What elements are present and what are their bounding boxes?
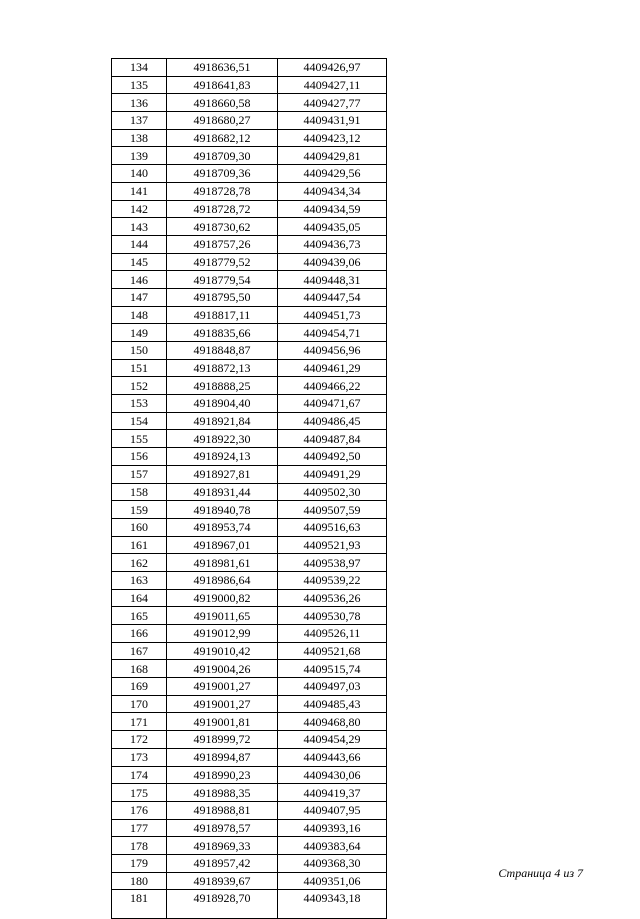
- table-row: [112, 200, 387, 218]
- point-number-cell: 158: [112, 483, 167, 501]
- y-coordinate-cell: 4409454,29: [278, 731, 387, 749]
- point-number-cell: 168: [112, 660, 167, 678]
- x-coordinate-cell: 4918835,66: [167, 324, 278, 342]
- y-coordinate-cell: 4409521,93: [278, 536, 387, 554]
- table-row: [112, 94, 387, 112]
- x-coordinate-cell: 4918660,58: [167, 94, 278, 112]
- point-number-cell: 145: [112, 253, 167, 271]
- table-row: [112, 324, 387, 342]
- x-coordinate-cell: 4918888,25: [167, 377, 278, 395]
- point-number-cell: 163: [112, 571, 167, 589]
- point-number-cell: 146: [112, 271, 167, 289]
- point-number-cell: 141: [112, 182, 167, 200]
- table-row: [112, 801, 387, 819]
- point-number-cell: 139: [112, 147, 167, 165]
- x-coordinate-cell: 4918986,64: [167, 571, 278, 589]
- table-row: [112, 235, 387, 253]
- x-coordinate-cell: 4918990,23: [167, 766, 278, 784]
- y-coordinate-cell: 4409343,18: [278, 890, 387, 919]
- page-number: Страница 4 из 7: [498, 866, 583, 880]
- x-coordinate-cell: 4918928,70: [167, 890, 278, 919]
- y-coordinate-cell: 4409436,73: [278, 235, 387, 253]
- table-row: [112, 448, 387, 466]
- y-coordinate-cell: 4409486,45: [278, 412, 387, 430]
- point-number-cell: 156: [112, 448, 167, 466]
- point-number-cell: 170: [112, 695, 167, 713]
- x-coordinate-cell: 4919010,42: [167, 642, 278, 660]
- x-coordinate-cell: 4918636,51: [167, 59, 278, 77]
- point-number-cell: 148: [112, 306, 167, 324]
- point-number-cell: 162: [112, 554, 167, 572]
- point-number-cell: 152: [112, 377, 167, 395]
- table-row: [112, 412, 387, 430]
- y-coordinate-cell: 4409351,06: [278, 872, 387, 890]
- x-coordinate-cell: 4918795,50: [167, 288, 278, 306]
- y-coordinate-cell: 4409430,06: [278, 766, 387, 784]
- table-row: [112, 660, 387, 678]
- point-number-cell: 161: [112, 536, 167, 554]
- y-coordinate-cell: 4409419,37: [278, 784, 387, 802]
- table-row: [112, 784, 387, 802]
- table-row: [112, 359, 387, 377]
- x-coordinate-cell: 4918641,83: [167, 76, 278, 94]
- point-number-cell: 150: [112, 342, 167, 360]
- y-coordinate-cell: 4409448,31: [278, 271, 387, 289]
- point-number-cell: 155: [112, 430, 167, 448]
- x-coordinate-cell: 4918931,44: [167, 483, 278, 501]
- y-coordinate-cell: 4409439,06: [278, 253, 387, 271]
- point-number-cell: 142: [112, 200, 167, 218]
- table-row: [112, 165, 387, 183]
- table-row: [112, 395, 387, 413]
- table-row: [112, 377, 387, 395]
- x-coordinate-cell: 4918957,42: [167, 854, 278, 872]
- table-row: [112, 288, 387, 306]
- point-number-cell: 159: [112, 501, 167, 519]
- y-coordinate-cell: 4409539,22: [278, 571, 387, 589]
- y-coordinate-cell: 4409466,22: [278, 377, 387, 395]
- y-coordinate-cell: 4409521,68: [278, 642, 387, 660]
- x-coordinate-cell: 4918848,87: [167, 342, 278, 360]
- y-coordinate-cell: 4409447,54: [278, 288, 387, 306]
- x-coordinate-cell: 4918953,74: [167, 518, 278, 536]
- coordinates-table: [111, 58, 387, 919]
- point-number-cell: 136: [112, 94, 167, 112]
- table-row: [112, 678, 387, 696]
- table-row: [112, 854, 387, 872]
- table-row: [112, 607, 387, 625]
- x-coordinate-cell: 4918779,52: [167, 253, 278, 271]
- x-coordinate-cell: 4918817,11: [167, 306, 278, 324]
- x-coordinate-cell: 4918940,78: [167, 501, 278, 519]
- y-coordinate-cell: 4409434,34: [278, 182, 387, 200]
- x-coordinate-cell: 4919011,65: [167, 607, 278, 625]
- x-coordinate-cell: 4918981,61: [167, 554, 278, 572]
- table-row: [112, 430, 387, 448]
- x-coordinate-cell: 4918709,30: [167, 147, 278, 165]
- x-coordinate-cell: 4919004,26: [167, 660, 278, 678]
- y-coordinate-cell: 4409471,67: [278, 395, 387, 413]
- y-coordinate-cell: 4409426,97: [278, 59, 387, 77]
- point-number-cell: 178: [112, 837, 167, 855]
- y-coordinate-cell: 4409427,77: [278, 94, 387, 112]
- y-coordinate-cell: 4409454,71: [278, 324, 387, 342]
- y-coordinate-cell: 4409431,91: [278, 112, 387, 130]
- coordinates-table-body: [112, 59, 387, 919]
- table-row: [112, 129, 387, 147]
- table-row: [112, 271, 387, 289]
- point-number-cell: 164: [112, 589, 167, 607]
- point-number-cell: 179: [112, 854, 167, 872]
- y-coordinate-cell: 4409393,16: [278, 819, 387, 837]
- x-coordinate-cell: 4918922,30: [167, 430, 278, 448]
- table-row: [112, 182, 387, 200]
- x-coordinate-cell: 4918978,57: [167, 819, 278, 837]
- table-row: [112, 625, 387, 643]
- y-coordinate-cell: 4409443,66: [278, 748, 387, 766]
- point-number-cell: 157: [112, 465, 167, 483]
- point-number-cell: 171: [112, 713, 167, 731]
- x-coordinate-cell: 4918779,54: [167, 271, 278, 289]
- y-coordinate-cell: 4409485,43: [278, 695, 387, 713]
- x-coordinate-cell: 4918969,33: [167, 837, 278, 855]
- table-row: [112, 872, 387, 890]
- y-coordinate-cell: 4409427,11: [278, 76, 387, 94]
- point-number-cell: 174: [112, 766, 167, 784]
- y-coordinate-cell: 4409383,64: [278, 837, 387, 855]
- point-number-cell: 134: [112, 59, 167, 77]
- table-row: [112, 501, 387, 519]
- point-number-cell: 166: [112, 625, 167, 643]
- x-coordinate-cell: 4918682,12: [167, 129, 278, 147]
- y-coordinate-cell: 4409451,73: [278, 306, 387, 324]
- table-row: [112, 766, 387, 784]
- point-number-cell: 175: [112, 784, 167, 802]
- point-number-cell: 153: [112, 395, 167, 413]
- x-coordinate-cell: 4918728,78: [167, 182, 278, 200]
- y-coordinate-cell: 4409538,97: [278, 554, 387, 572]
- y-coordinate-cell: 4409429,56: [278, 165, 387, 183]
- y-coordinate-cell: 4409434,59: [278, 200, 387, 218]
- y-coordinate-cell: 4409456,96: [278, 342, 387, 360]
- point-number-cell: 165: [112, 607, 167, 625]
- point-number-cell: 169: [112, 678, 167, 696]
- table-row: [112, 536, 387, 554]
- x-coordinate-cell: 4919001,27: [167, 695, 278, 713]
- point-number-cell: 147: [112, 288, 167, 306]
- x-coordinate-cell: 4918988,35: [167, 784, 278, 802]
- table-row: [112, 819, 387, 837]
- x-coordinate-cell: 4919000,82: [167, 589, 278, 607]
- y-coordinate-cell: 4409491,29: [278, 465, 387, 483]
- table-row: [112, 554, 387, 572]
- x-coordinate-cell: 4918709,36: [167, 165, 278, 183]
- y-coordinate-cell: 4409487,84: [278, 430, 387, 448]
- point-number-cell: 149: [112, 324, 167, 342]
- table-row: [112, 589, 387, 607]
- point-number-cell: 181: [112, 890, 167, 919]
- y-coordinate-cell: 4409429,81: [278, 147, 387, 165]
- table-row: [112, 713, 387, 731]
- table-row: [112, 731, 387, 749]
- table-row: [112, 518, 387, 536]
- x-coordinate-cell: 4919001,81: [167, 713, 278, 731]
- x-coordinate-cell: 4918872,13: [167, 359, 278, 377]
- point-number-cell: 154: [112, 412, 167, 430]
- y-coordinate-cell: 4409526,11: [278, 625, 387, 643]
- y-coordinate-cell: 4409461,29: [278, 359, 387, 377]
- table-row: [112, 465, 387, 483]
- point-number-cell: 138: [112, 129, 167, 147]
- table-row: [112, 59, 387, 77]
- y-coordinate-cell: 4409536,26: [278, 589, 387, 607]
- table-row: [112, 218, 387, 236]
- y-coordinate-cell: 4409507,59: [278, 501, 387, 519]
- point-number-cell: 173: [112, 748, 167, 766]
- table-row: [112, 253, 387, 271]
- point-number-cell: 160: [112, 518, 167, 536]
- x-coordinate-cell: 4918988,81: [167, 801, 278, 819]
- y-coordinate-cell: 4409530,78: [278, 607, 387, 625]
- table-row: [112, 306, 387, 324]
- x-coordinate-cell: 4918728,72: [167, 200, 278, 218]
- x-coordinate-cell: 4918921,84: [167, 412, 278, 430]
- table-row: [112, 695, 387, 713]
- table-row: [112, 483, 387, 501]
- y-coordinate-cell: 4409423,12: [278, 129, 387, 147]
- table-row: [112, 571, 387, 589]
- point-number-cell: 180: [112, 872, 167, 890]
- point-number-cell: 151: [112, 359, 167, 377]
- table-row: [112, 342, 387, 360]
- y-coordinate-cell: 4409492,50: [278, 448, 387, 466]
- point-number-cell: 176: [112, 801, 167, 819]
- y-coordinate-cell: 4409468,80: [278, 713, 387, 731]
- table-row: [112, 748, 387, 766]
- y-coordinate-cell: 4409497,03: [278, 678, 387, 696]
- x-coordinate-cell: 4918730,62: [167, 218, 278, 236]
- point-number-cell: 167: [112, 642, 167, 660]
- point-number-cell: 177: [112, 819, 167, 837]
- point-number-cell: 140: [112, 165, 167, 183]
- y-coordinate-cell: 4409515,74: [278, 660, 387, 678]
- x-coordinate-cell: 4918757,26: [167, 235, 278, 253]
- point-number-cell: 137: [112, 112, 167, 130]
- table-row: [112, 837, 387, 855]
- table-row: [112, 76, 387, 94]
- x-coordinate-cell: 4918994,87: [167, 748, 278, 766]
- y-coordinate-cell: 4409368,30: [278, 854, 387, 872]
- x-coordinate-cell: 4918680,27: [167, 112, 278, 130]
- x-coordinate-cell: 4919001,27: [167, 678, 278, 696]
- point-number-cell: 172: [112, 731, 167, 749]
- x-coordinate-cell: 4918939,67: [167, 872, 278, 890]
- y-coordinate-cell: 4409502,30: [278, 483, 387, 501]
- x-coordinate-cell: 4918927,81: [167, 465, 278, 483]
- x-coordinate-cell: 4918904,40: [167, 395, 278, 413]
- table-row: [112, 642, 387, 660]
- point-number-cell: 143: [112, 218, 167, 236]
- x-coordinate-cell: 4918924,13: [167, 448, 278, 466]
- x-coordinate-cell: 4919012,99: [167, 625, 278, 643]
- x-coordinate-cell: 4918999,72: [167, 731, 278, 749]
- table-row: [112, 890, 387, 919]
- point-number-cell: 144: [112, 235, 167, 253]
- y-coordinate-cell: 4409407,95: [278, 801, 387, 819]
- table-row: [112, 112, 387, 130]
- x-coordinate-cell: 4918967,01: [167, 536, 278, 554]
- table-row: [112, 147, 387, 165]
- point-number-cell: 135: [112, 76, 167, 94]
- y-coordinate-cell: 4409516,63: [278, 518, 387, 536]
- y-coordinate-cell: 4409435,05: [278, 218, 387, 236]
